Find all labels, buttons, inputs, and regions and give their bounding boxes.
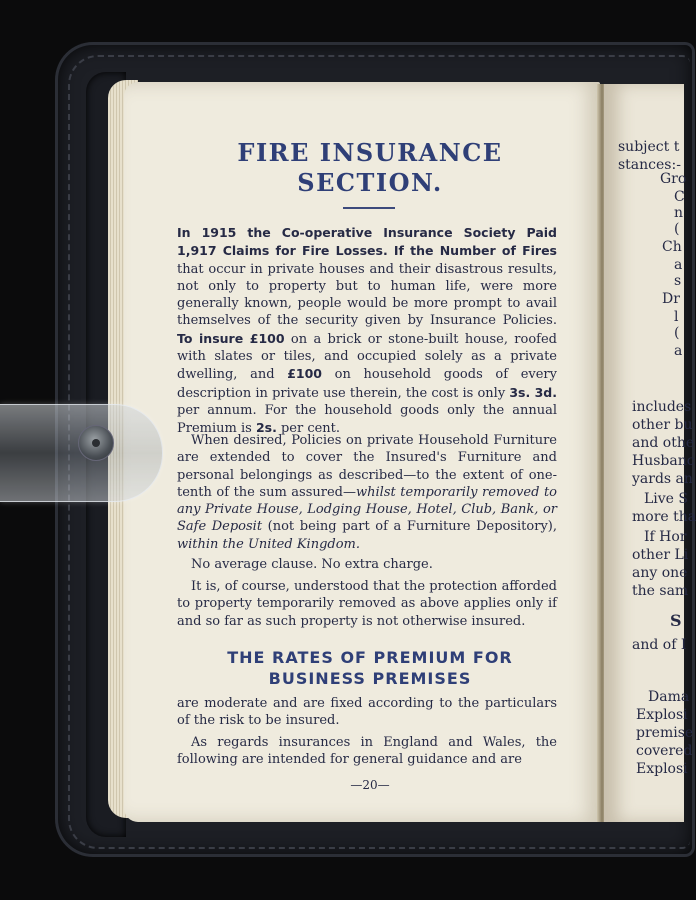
right-page-line: covered — [636, 743, 693, 759]
paragraph-text: that occur in private houses and their disastrous results, not only to property but to human life, were more generally known, people would be more prompt to avail themselves of the security given by Insurance Policies. — [177, 261, 557, 329]
right-page-heading-fragment: S — [670, 611, 682, 630]
right-page-line: a — [674, 343, 683, 359]
paragraph-rates: are moderate and are fixed according to the particulars of the risk to be insured. — [177, 696, 557, 729]
page-title — [180, 138, 560, 198]
italic-text: within the United Kingdom. — [177, 536, 360, 552]
right-page-line: l — [674, 309, 679, 325]
subhead-line-1: THE RATES OF PREMIUM FOR — [227, 648, 513, 667]
right-page-line: Live S — [644, 491, 689, 507]
right-page-line: ( — [674, 325, 680, 341]
right-page — [604, 84, 696, 822]
snap-center — [92, 439, 100, 447]
title-rule — [343, 207, 395, 209]
right-page-line: a — [674, 257, 683, 273]
right-page-line: other Li — [632, 547, 689, 563]
right-page-line: ( — [674, 221, 680, 237]
right-page-line: and of I — [632, 637, 687, 653]
paragraph-text: on a brick or stone-built house, roofed with slates or tiles, and occupied solely as a private dwelling, and — [177, 331, 557, 383]
right-page-line: premise — [636, 725, 694, 741]
right-page-line: subject t — [618, 139, 680, 155]
right-page-line: Explosi — [636, 761, 688, 777]
right-page-line: and othe — [632, 435, 695, 451]
right-page-line: If Hor — [644, 529, 687, 545]
right-page-line: stances:- — [618, 157, 681, 173]
paragraph-text: When desired, Policies on private Household Furniture are extended to cover the Insured's Furniture and personal belongings as described—to the extent of one-tenth of the sum assured— — [177, 433, 557, 500]
bold-amount: £100 — [287, 366, 322, 382]
italic-text: whilst temporarily removed to any Private House, Lodging House, Hotel, Club, Bank, or Safe Deposit — [177, 484, 557, 535]
paragraph-furniture — [177, 432, 557, 553]
right-page-line: yards an — [632, 471, 693, 487]
paragraph-text: per annum. For the household goods only the annual Premium is — [177, 402, 557, 437]
right-page-line: Husbanc — [632, 453, 695, 469]
right-page-line: Dr — [662, 291, 680, 307]
right-page-line: other bu — [632, 417, 693, 433]
paragraph-text: (not being part of a Furniture Depository), — [262, 519, 557, 535]
right-page-line: the sam — [632, 583, 689, 599]
paragraph-text: per cent. — [276, 421, 341, 437]
right-page-line: n — [674, 205, 684, 221]
title-line-1: FIRE INSURANCE — [237, 138, 503, 167]
right-page-line: Gro — [660, 171, 687, 187]
paragraph-no-average: No average clause. No extra charge. — [191, 557, 433, 572]
title-line-2: SECTION. — [297, 168, 443, 197]
section-subheading — [180, 647, 560, 689]
paragraph-protection: It is, of course, understood that the protection afforded to property temporarily removed as above applies only if and so far as such property is not otherwise insured. — [177, 579, 557, 629]
bold-amount: 2s. — [255, 420, 277, 436]
paragraph-guidance: As regards insurances in England and Wales, the following are intended for general guidance and are — [177, 735, 557, 768]
page-number: —20— — [350, 778, 390, 792]
subhead-line-2: BUSINESS PREMISES — [268, 669, 472, 688]
bold-lead: In 1915 the Co-operative Insurance Society Paid 1,917 Claims for Fire Losses. If the Number of Fires — [177, 225, 557, 259]
right-page-line: Ch — [662, 239, 682, 255]
right-page-line: includes — [632, 399, 692, 415]
right-page-line: Explosi — [636, 707, 688, 723]
bold-amount: To insure £100 — [177, 330, 285, 346]
right-page-line: s — [674, 273, 682, 289]
right-page-line: Dama — [648, 689, 690, 705]
bold-amount: 3s. 3d. — [509, 384, 558, 400]
paragraph-claims — [177, 224, 557, 438]
right-page-line: any one — [632, 565, 688, 581]
right-page-line: C — [674, 189, 685, 205]
paragraph-text: on household goods of every description in private use therein, the cost is only — [177, 367, 557, 401]
right-page-line: more tha — [632, 509, 696, 525]
